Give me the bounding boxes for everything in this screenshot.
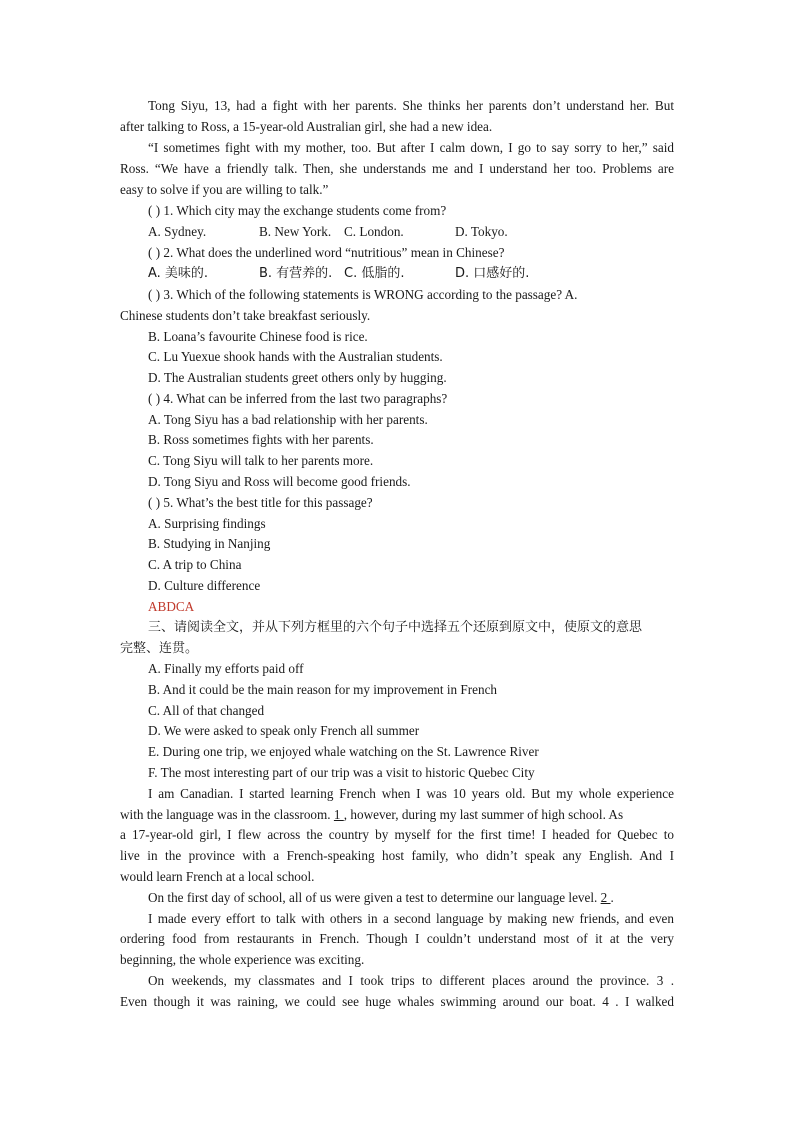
option: C. Lu Yuexue shook hands with the Australian students. [148, 349, 443, 364]
sentence-option: F. The most interesting part of our trip was a visit to historic Quebec City [148, 765, 535, 780]
option: D. 口感好的. [455, 266, 530, 281]
passage-line: Tong Siyu, 13, had a fight with her parents. She thinks her parents don’t understand her. But [148, 98, 674, 113]
question-4: ( ) 4. What can be inferred from the last two paragraphs? [148, 391, 448, 406]
question-3: ( ) 3. Which of the following statements is WRONG according to the passage? A. [148, 287, 578, 302]
option: C. 低脂的. [344, 266, 405, 281]
option: D. Culture difference [148, 578, 261, 593]
option: A. 美味的. [148, 266, 209, 281]
option: B. Ross sometimes fights with her parents. [148, 432, 374, 447]
passage-text: with the language was in the classroom. [120, 807, 334, 822]
passage-text: , however, during my last summer of high school. As [343, 807, 624, 822]
question-5: ( ) 5. What’s the best title for this passage? [148, 495, 373, 510]
passage-line: beginning, the whole experience was exciting. [120, 952, 365, 967]
question-2: ( ) 2. What does the underlined word “nutritious” mean in Chinese? [148, 245, 505, 260]
passage-line: Ross. “We have a friendly talk. Then, she understands me and I understand her too. Problems are [120, 161, 674, 176]
option: D. Tong Siyu and Ross will become good friends. [148, 474, 411, 489]
passage-line: easy to solve if you are willing to talk.” [120, 182, 329, 197]
blank-2: 2 [600, 890, 611, 905]
passage-line: I am Canadian. I started learning French when I was 10 years old. But my whole experience [148, 786, 674, 801]
option: B. 有营养的. [259, 266, 333, 281]
option: Chinese students don’t take breakfast seriously. [120, 308, 371, 323]
sentence-option: E. During one trip, we enjoyed whale watching on the St. Lawrence River [148, 744, 539, 759]
option: C. A trip to China [148, 557, 242, 572]
passage-text: . [610, 890, 614, 905]
sentence-option: A. Finally my efforts paid off [148, 661, 304, 676]
passage-line: ordering food from restaurants in French. Though I couldn’t understand most of it at the very [120, 931, 674, 946]
passage-text: On the first day of school, all of us were given a test to determine our language level. [148, 890, 601, 905]
sentence-option: C. All of that changed [148, 703, 265, 718]
passage-line: a 17-year-old girl, I flew across the country by myself for the first time! I headed for Quebec to [120, 827, 674, 842]
question-1: ( ) 1. Which city may the exchange students come from? [148, 203, 447, 218]
option: D. The Australian students greet others only by hugging. [148, 370, 447, 385]
sentence-option: B. And it could be the main reason for my improvement in French [148, 682, 498, 697]
option: C. Tong Siyu will talk to her parents more. [148, 453, 374, 468]
option: B. Loana’s favourite Chinese food is rice. [148, 329, 368, 344]
option: B. Studying in Nanjing [148, 536, 271, 551]
passage-line [120, 807, 623, 823]
answer-key: ABDCA [148, 599, 195, 614]
passage-line: Even though it was raining, we could see huge whales swimming around our boat. 4 . I walked [120, 994, 674, 1009]
passage-line [148, 890, 614, 906]
passage-line: live in the province with a French-speaking host family, who didn’t speak any English. And I [120, 848, 674, 863]
option: B. New York. [259, 224, 332, 239]
option: C. London. [344, 224, 404, 239]
sentence-option: D. We were asked to speak only French all summer [148, 723, 420, 738]
passage-line: I made every effort to talk with others in a second language by making new friends, and even [148, 911, 674, 926]
option: A. Surprising findings [148, 516, 266, 531]
blank-1: 1 [333, 807, 344, 822]
passage-line: after talking to Ross, a 15-year-old Australian girl, she had a new idea. [120, 119, 493, 134]
option: A. Sydney. [148, 224, 207, 239]
section-heading: 三、请阅读全文，并从下列方框里的六个句子中选择五个还原到原文中，使原文的意思 [148, 620, 643, 635]
passage-line: “I sometimes fight with my mother, too. But after I calm down, I go to say sorry to her,” said [148, 140, 674, 155]
passage-line: would learn French at a local school. [120, 869, 315, 884]
section-heading: 完整、连贯。 [120, 641, 199, 656]
option: D. Tokyo. [455, 224, 508, 239]
passage-line: On weekends, my classmates and I took trips to different places around the province. 3 . [148, 973, 674, 988]
option: A. Tong Siyu has a bad relationship with her parents. [148, 412, 428, 427]
